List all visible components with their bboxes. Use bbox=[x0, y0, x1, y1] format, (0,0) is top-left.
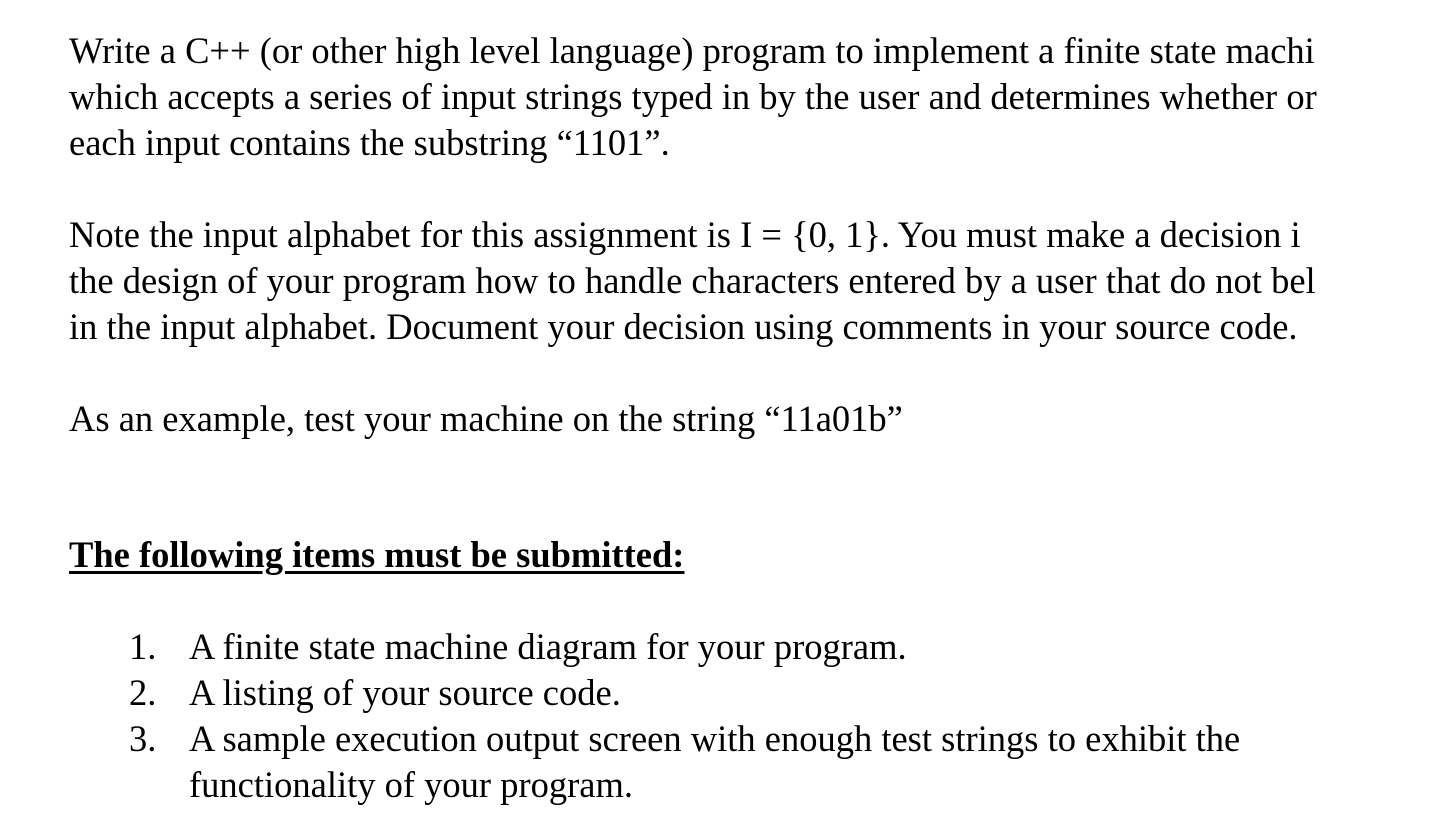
paragraph-intro bbox=[69, 28, 1430, 166]
list-item-number: 2. bbox=[129, 672, 157, 713]
assignment-document bbox=[69, 28, 1430, 808]
list-item-text bbox=[189, 670, 621, 716]
section-heading: The following items must be submitted: bbox=[69, 534, 685, 575]
list-item-number: 3. bbox=[129, 718, 157, 759]
paragraph-line: As an example, test your machine on the string “11a01b” bbox=[69, 398, 903, 439]
list-item-line: functionality of your program. bbox=[189, 764, 633, 805]
paragraph-line: which accepts a series of input strings typed in by the user and determines whether or bbox=[69, 76, 1317, 117]
paragraph-line: Write a C++ (or other high level language) program to implement a finite state machi bbox=[69, 30, 1315, 71]
paragraph-line: in the input alphabet. Document your decision using comments in your source code. bbox=[69, 306, 1298, 347]
list-item-number: 1. bbox=[129, 626, 157, 667]
list-item-text bbox=[189, 624, 907, 670]
paragraph-line: the design of your program how to handle characters entered by a user that do not bel bbox=[69, 260, 1316, 301]
paragraph-spacer bbox=[69, 350, 1430, 396]
paragraph-spacer bbox=[69, 578, 1430, 624]
list-item-line: A sample execution output screen with enough test strings to exhibit the bbox=[189, 718, 1241, 759]
paragraph-example bbox=[69, 396, 1430, 442]
list-item-text bbox=[189, 716, 1240, 808]
paragraph-spacer bbox=[69, 488, 1430, 532]
list-item bbox=[69, 716, 1430, 808]
paragraph-line: each input contains the substring “1101”. bbox=[69, 122, 670, 163]
list-item-line: A listing of your source code. bbox=[189, 672, 621, 713]
paragraph-spacer bbox=[69, 442, 1430, 488]
list-item-line: A finite state machine diagram for your program. bbox=[189, 626, 907, 667]
list-item bbox=[69, 624, 1430, 670]
list-item bbox=[69, 670, 1430, 716]
paragraph-alphabet-note bbox=[69, 212, 1430, 350]
paragraph-line: Note the input alphabet for this assignment is I = {0, 1}. You must make a decision i bbox=[69, 214, 1301, 255]
submission-section bbox=[69, 532, 1430, 808]
submission-list bbox=[69, 624, 1430, 808]
paragraph-spacer bbox=[69, 166, 1430, 212]
